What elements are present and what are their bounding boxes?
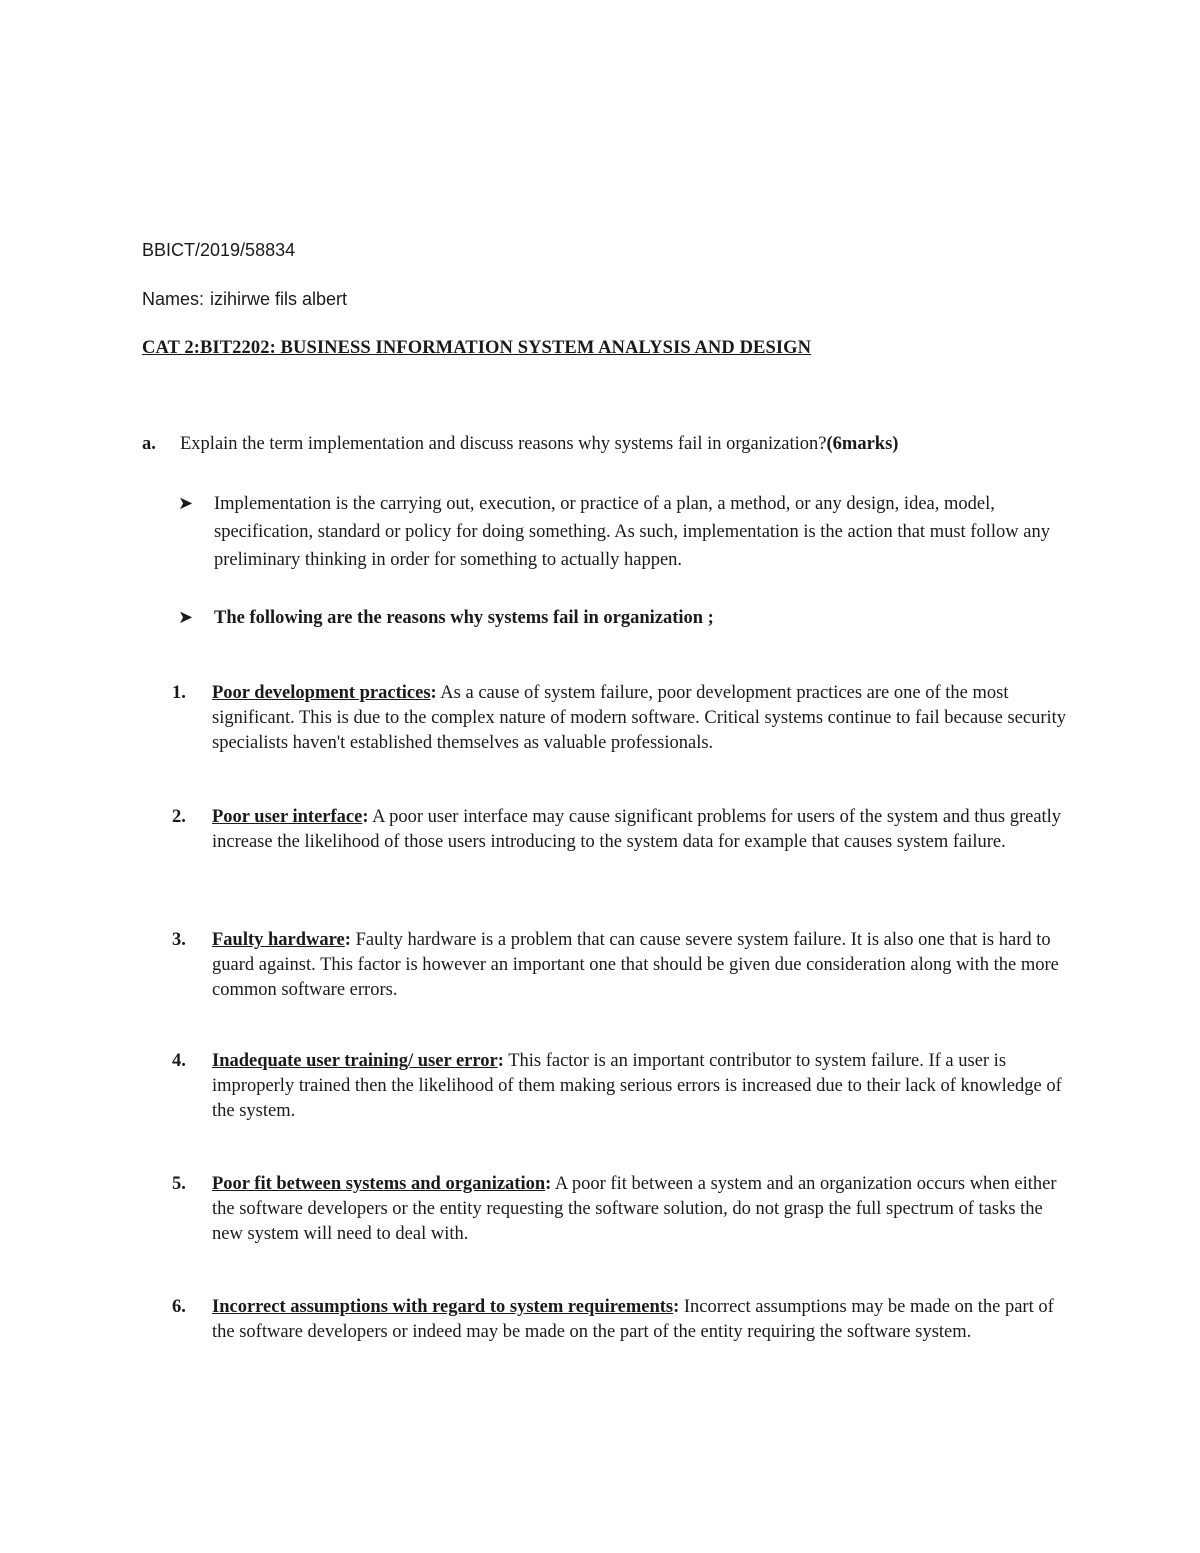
- reason-title: Poor development practices: [212, 683, 431, 703]
- list-item-text: [212, 1295, 1072, 1345]
- list-item: [172, 1295, 1072, 1345]
- reason-body: As a cause of system failure, poor development practices are one of the most significant. This is due to the complex nature of modern software. Critical systems continue to fail because security specialists haven't established themselves as valuable professionals.: [212, 683, 1067, 753]
- names-value: izihirwe fils albert: [210, 289, 348, 309]
- reason-colon: :: [344, 930, 351, 950]
- document-title: CAT 2:BIT2202: BUSINESS INFORMATION SYSTEM ANALYSIS AND DESIGN: [142, 338, 812, 358]
- reason-colon: :: [673, 1297, 680, 1317]
- list-number: 4.: [172, 1051, 186, 1071]
- list-item: [172, 928, 1072, 1003]
- list-item: [172, 681, 1072, 756]
- reason-title: Poor user interface: [212, 807, 363, 827]
- names-label: Names:: [142, 289, 205, 309]
- list-item-text: [212, 1049, 1072, 1124]
- reason-colon: :: [545, 1174, 552, 1194]
- list-number: 2.: [172, 807, 186, 827]
- list-item-text: [212, 805, 1072, 855]
- reason-body: A poor user interface may cause significant problems for users of the system and thus greatly increase the likelihood of those users introducing to the system data for example that causes system failure.: [212, 807, 1062, 852]
- reason-title: Incorrect assumptions with regard to system requirements: [212, 1297, 674, 1317]
- reason-colon: :: [497, 1051, 504, 1071]
- question-text: Explain the term implementation and discuss reasons why systems fail in organization?: [180, 434, 827, 454]
- arrow-bullet-icon: ➤: [178, 607, 194, 628]
- list-number: 5.: [172, 1174, 186, 1194]
- reason-body: This factor is an important contributor to system failure. If a user is improperly trained then the likelihood of them making serious errors is increased due to their lack of knowledge of the system.: [212, 1051, 1062, 1121]
- reason-body: Incorrect assumptions may be made on the part of the software developers or indeed may be made on the part of the entity requiring the software system.: [212, 1297, 1054, 1342]
- arrow-bullet-icon: ➤: [178, 493, 194, 514]
- bullet-definition: [178, 490, 1058, 574]
- student-names: [142, 289, 347, 310]
- list-item: [172, 1172, 1072, 1247]
- definition-text: Implementation is the carrying out, execution, or practice of a plan, a method, or any design, idea, model, specification, standard or policy for doing something. As such, implementation is the action that must follow any preliminary thinking in order for something to actually happen.: [214, 494, 1050, 570]
- reason-body: A poor fit between a system and an organization occurs when either the software developers or the entity requesting the software solution, do not grasp the full spectrum of tasks the new system will need to deal with.: [212, 1174, 1057, 1244]
- list-number: 1.: [172, 683, 186, 703]
- list-item-text: [212, 681, 1072, 756]
- list-item-text: [212, 1172, 1072, 1247]
- reason-title: Poor fit between systems and organization: [212, 1174, 546, 1194]
- student-id: BBICT/2019/58834: [142, 240, 296, 260]
- list-item: [172, 805, 1072, 855]
- reasons-intro-text: The following are the reasons why systems fail in organization ;: [214, 608, 714, 628]
- question-letter: a.: [142, 434, 156, 454]
- question-marks: (6marks): [826, 434, 899, 454]
- reason-title: Inadequate user training/ user error: [212, 1051, 498, 1071]
- question-a: [142, 434, 898, 455]
- bullet-reasons-intro: [178, 604, 1058, 632]
- list-number: 3.: [172, 930, 186, 950]
- list-item-text: [212, 928, 1072, 1003]
- list-item: [172, 1049, 1072, 1124]
- reason-colon: :: [362, 807, 369, 827]
- list-number: 6.: [172, 1297, 186, 1317]
- reason-body: Faulty hardware is a problem that can cause severe system failure. It is also one that is hard to guard against. This factor is however an important one that should be given due consideration along with the more common software errors.: [212, 930, 1059, 1000]
- reason-title: Faulty hardware: [212, 930, 345, 950]
- reason-colon: :: [430, 683, 437, 703]
